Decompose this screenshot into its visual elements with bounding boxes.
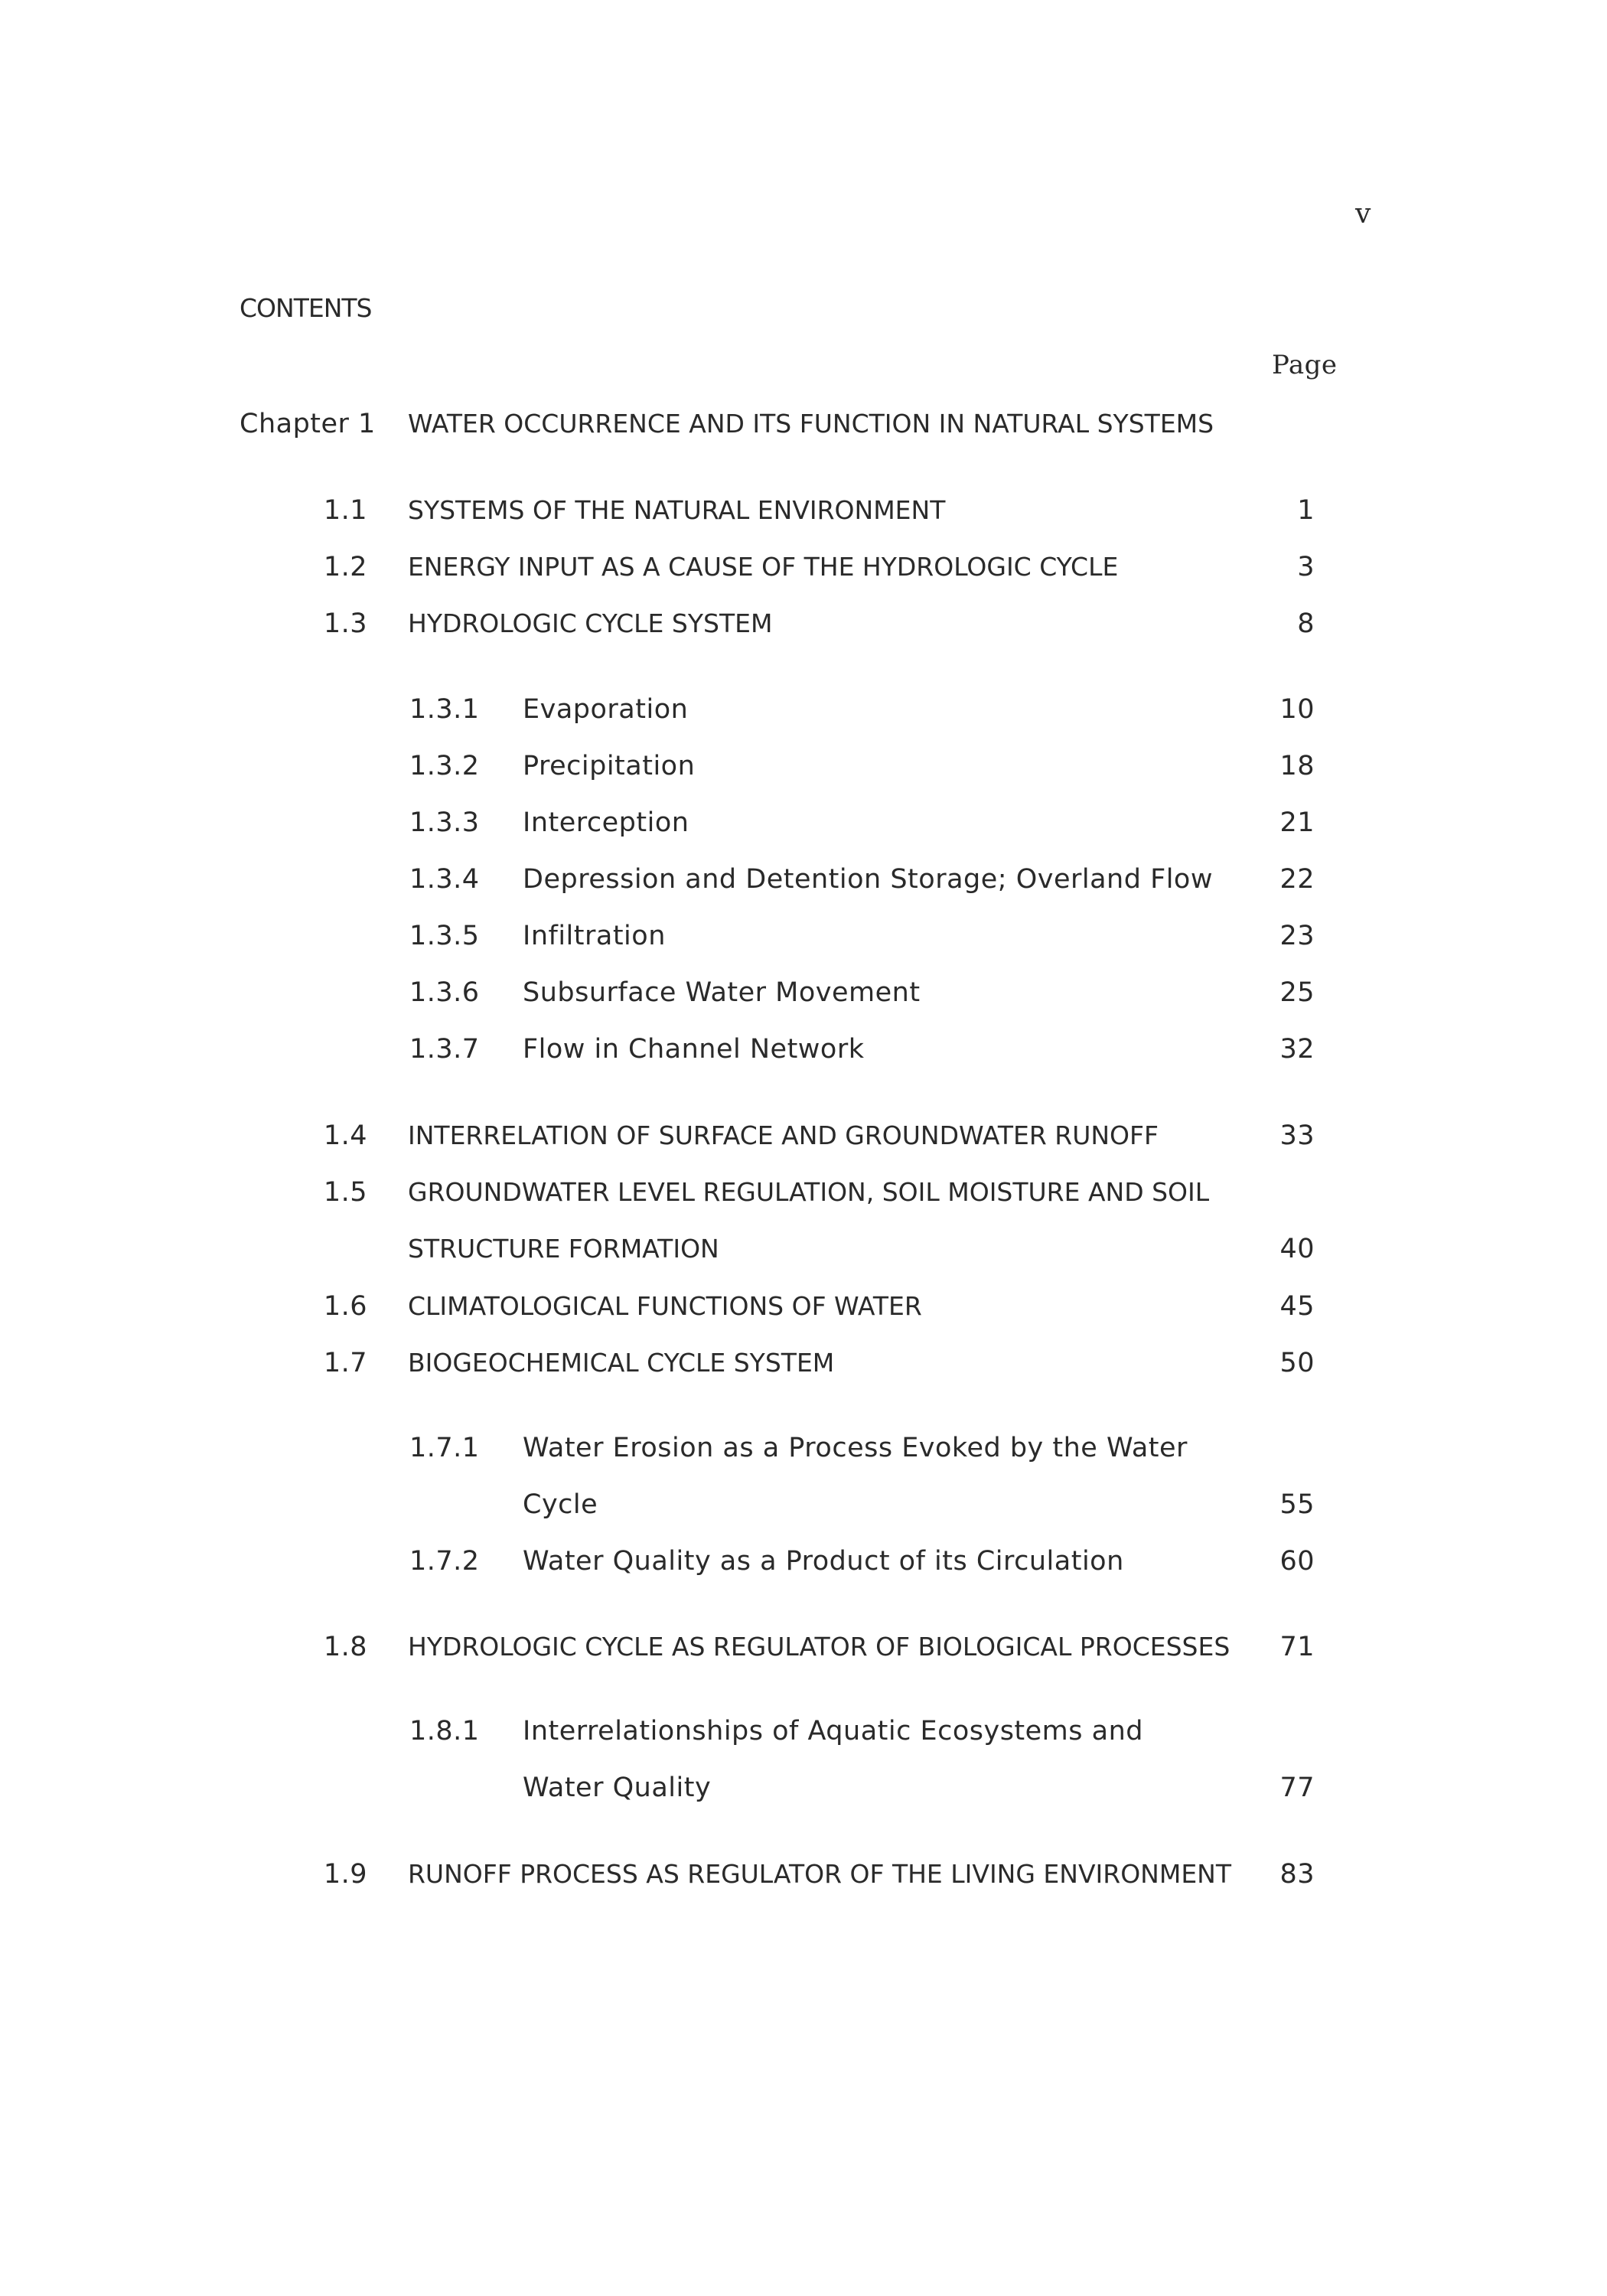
toc-title-1-3-3: Interception — [523, 807, 689, 838]
toc-page-1-3-3: 21 — [1279, 807, 1315, 838]
toc-number-1-8-1: 1.8.1 — [409, 1716, 480, 1746]
toc-page-1-8: 71 — [1279, 1632, 1315, 1662]
toc-title-1-7-1-line1: Water Erosion as a Process Evoked by the Water — [523, 1433, 1188, 1463]
toc-title-1-3-1: Evaporation — [523, 694, 689, 725]
contents-heading: CONTENTS — [240, 293, 372, 323]
toc-page-1-3-6: 25 — [1279, 977, 1315, 1008]
toc-number-1-4: 1.4 — [323, 1120, 367, 1151]
toc-page-1-1: 1 — [1297, 495, 1315, 526]
toc-page-1-3: 8 — [1297, 608, 1315, 639]
toc-number-1-3-1: 1.3.1 — [409, 694, 480, 725]
toc-title-1-1: SYSTEMS OF THE NATURAL ENVIRONMENT — [408, 495, 946, 525]
toc-title-1-3-6: Subsurface Water Movement — [523, 977, 921, 1008]
toc-number-1-3-6: 1.3.6 — [409, 977, 480, 1008]
toc-page-1-3-5: 23 — [1279, 921, 1315, 951]
toc-number-1-3: 1.3 — [323, 608, 367, 639]
toc-page-1-7-2: 60 — [1279, 1546, 1315, 1577]
toc-page-1-3-2: 18 — [1279, 751, 1315, 781]
toc-number-1-9: 1.9 — [323, 1859, 367, 1890]
toc-number-1-3-4: 1.3.4 — [409, 864, 480, 895]
toc-title-1-9: RUNOFF PROCESS AS REGULATOR OF THE LIVING ENVIRONMENT — [408, 1859, 1232, 1889]
chapter-label: Chapter 1 — [240, 409, 376, 439]
toc-title-1-6: CLIMATOLOGICAL FUNCTIONS OF WATER — [408, 1291, 922, 1321]
toc-number-1-7-1: 1.7.1 — [409, 1433, 480, 1463]
toc-page-1-3-7: 32 — [1279, 1034, 1315, 1065]
toc-number-1-1: 1.1 — [323, 495, 367, 526]
toc-page-1-9: 83 — [1279, 1859, 1315, 1890]
toc-title-1-3-2: Precipitation — [523, 751, 696, 781]
toc-title-1-3-7: Flow in Channel Network — [523, 1034, 865, 1065]
toc-number-1-3-2: 1.3.2 — [409, 751, 480, 781]
toc-title-1-8-1-line2: Water Quality — [523, 1773, 712, 1803]
toc-number-1-3-7: 1.3.7 — [409, 1034, 480, 1065]
toc-number-1-8: 1.8 — [323, 1632, 367, 1662]
toc-title-1-7: BIOGEOCHEMICAL CYCLE SYSTEM — [408, 1348, 835, 1378]
toc-title-1-8: HYDROLOGIC CYCLE AS REGULATOR OF BIOLOGICAL PROCESSES — [408, 1632, 1231, 1662]
toc-number-1-7: 1.7 — [323, 1348, 367, 1378]
toc-title-1-3-5: Infiltration — [523, 921, 666, 951]
toc-page-1-8-1: 77 — [1279, 1773, 1315, 1803]
toc-page-1-3-4: 22 — [1279, 864, 1315, 895]
toc-title-1-7-2: Water Quality as a Product of its Circulation — [523, 1546, 1124, 1577]
page-column-label: Page — [1272, 350, 1338, 380]
toc-page-1-6: 45 — [1279, 1291, 1315, 1322]
toc-page-1-5: 40 — [1279, 1234, 1315, 1264]
toc-page-1-7: 50 — [1279, 1348, 1315, 1378]
toc-number-1-5: 1.5 — [323, 1177, 367, 1208]
chapter-title: WATER OCCURRENCE AND ITS FUNCTION IN NATURAL SYSTEMS — [408, 409, 1214, 439]
toc-title-1-2: ENERGY INPUT AS A CAUSE OF THE HYDROLOGIC CYCLE — [408, 552, 1119, 582]
toc-number-1-3-3: 1.3.3 — [409, 807, 480, 838]
toc-page-1-3-1: 10 — [1279, 694, 1315, 725]
toc-number-1-7-2: 1.7.2 — [409, 1546, 480, 1577]
toc-title-1-5-line1: GROUNDWATER LEVEL REGULATION, SOIL MOISTURE AND SOIL — [408, 1177, 1210, 1207]
toc-number-1-6: 1.6 — [323, 1291, 367, 1322]
toc-page-1-4: 33 — [1279, 1120, 1315, 1151]
toc-page-1-2: 3 — [1297, 552, 1315, 582]
toc-title-1-4: INTERRELATION OF SURFACE AND GROUNDWATER RUNOFF — [408, 1120, 1159, 1150]
toc-title-1-7-1-line2: Cycle — [523, 1489, 598, 1520]
toc-page-1-7-1: 55 — [1279, 1489, 1315, 1520]
toc-title-1-8-1-line1: Interrelationships of Aquatic Ecosystems and — [523, 1716, 1143, 1746]
toc-number-1-3-5: 1.3.5 — [409, 921, 480, 951]
page-number-roman: v — [1355, 198, 1371, 230]
toc-number-1-2: 1.2 — [323, 552, 367, 582]
toc-title-1-5-line2: STRUCTURE FORMATION — [408, 1234, 719, 1264]
toc-title-1-3-4: Depression and Detention Storage; Overland Flow — [523, 864, 1213, 895]
toc-title-1-3: HYDROLOGIC CYCLE SYSTEM — [408, 608, 773, 638]
